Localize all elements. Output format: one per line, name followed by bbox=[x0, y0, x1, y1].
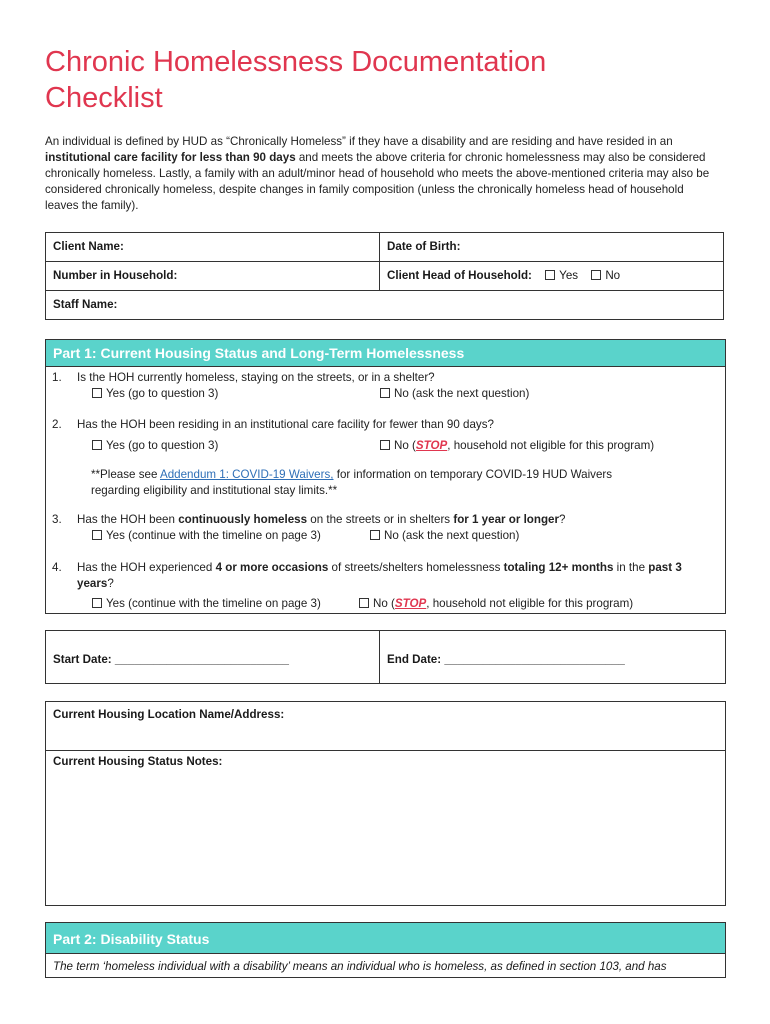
checkbox-icon[interactable] bbox=[92, 388, 102, 398]
q1-no-label: No (ask the next question) bbox=[394, 387, 530, 400]
question-text bbox=[77, 512, 707, 528]
q4-bold-c: past 3 years bbox=[77, 561, 682, 590]
checkbox-icon[interactable] bbox=[92, 598, 102, 608]
date-of-birth-field[interactable]: Date of Birth: bbox=[387, 240, 461, 253]
checkbox-icon[interactable] bbox=[92, 530, 102, 540]
hoh-no-option[interactable] bbox=[591, 269, 620, 282]
part1-section bbox=[45, 339, 726, 614]
end-date-field[interactable]: End Date: ____________________________ bbox=[387, 653, 625, 666]
question-number: 4. bbox=[52, 561, 62, 574]
addendum-link[interactable]: Addendum 1: COVID-19 Waivers, bbox=[159, 468, 334, 481]
title-line-2: Checklist bbox=[45, 82, 163, 114]
q3-no-label: No (ask the next question) bbox=[384, 529, 520, 542]
q4-bold-b: totaling 12+ months bbox=[503, 561, 614, 574]
part2-header: Part 2: Disability Status bbox=[46, 923, 725, 954]
stop-label: STOP bbox=[415, 439, 448, 452]
q3-text-a: Has the HOH been bbox=[77, 513, 179, 526]
covid-waiver-note-line2: regarding eligibility and institutional stay limits.** bbox=[91, 484, 338, 497]
hoh-no-label: No bbox=[605, 269, 621, 282]
checkbox-icon[interactable] bbox=[380, 440, 390, 450]
housing-notes-label: Current Housing Status Notes: bbox=[53, 755, 223, 768]
q4-bold-a: 4 or more occasions bbox=[215, 561, 329, 574]
part1-header: Part 1: Current Housing Status and Long-Term Homelessness bbox=[46, 340, 725, 367]
q3-text-c: ? bbox=[559, 513, 566, 526]
q3-yes-option[interactable] bbox=[92, 528, 321, 544]
checkbox-icon[interactable] bbox=[545, 270, 555, 280]
question-4 bbox=[46, 560, 716, 594]
q4-no-suffix: , household not eligible for this program) bbox=[426, 597, 634, 610]
client-info-table bbox=[45, 232, 724, 320]
intro-paragraph bbox=[45, 134, 720, 214]
housing-location-label: Current Housing Location Name/Address: bbox=[53, 708, 285, 721]
q1-yes-option[interactable] bbox=[92, 386, 218, 402]
head-of-household-field bbox=[380, 262, 723, 290]
q2-yes-label: Yes (go to question 3) bbox=[106, 439, 219, 452]
intro-text-1: An individual is defined by HUD as “Chronically Homeless” if they have a disability and are residing and have resided in an bbox=[45, 135, 673, 148]
q4-text-b: of streets/shelters homelessness bbox=[328, 561, 504, 574]
question-number: 3. bbox=[52, 513, 62, 526]
hoh-yes-label: Yes bbox=[559, 269, 579, 282]
q4-text-c: in the bbox=[613, 561, 649, 574]
q4-text-a: Has the HOH experienced bbox=[77, 561, 216, 574]
question-text: Has the HOH been residing in an institutional care facility for fewer than 90 days? bbox=[77, 418, 494, 431]
household-number-field[interactable]: Number in Household: bbox=[46, 262, 380, 290]
question-text: Is the HOH currently homeless, staying on the streets, or in a shelter? bbox=[77, 371, 435, 384]
dates-table bbox=[45, 630, 726, 684]
housing-info-table bbox=[45, 701, 726, 906]
q2-no-prefix: No ( bbox=[394, 439, 416, 452]
staff-name-field[interactable]: Staff Name: bbox=[53, 298, 118, 311]
q3-no-option[interactable] bbox=[370, 528, 519, 544]
q3-bold-a: continuously homeless bbox=[178, 513, 308, 526]
q4-yes-option[interactable] bbox=[92, 596, 321, 612]
checkbox-icon[interactable] bbox=[359, 598, 369, 608]
head-of-household-label: Client Head of Household: bbox=[387, 269, 532, 282]
q2-no-option[interactable] bbox=[380, 438, 654, 454]
q2-yes-option[interactable] bbox=[92, 438, 218, 454]
q3-text-b: on the streets or in shelters bbox=[307, 513, 454, 526]
q3-yes-label: Yes (continue with the timeline on page 3) bbox=[106, 529, 321, 542]
title-line-1: Chronic Homelessness Documentation bbox=[45, 46, 547, 78]
q1-yes-label: Yes (go to question 3) bbox=[106, 387, 219, 400]
q1-no-option[interactable] bbox=[380, 386, 529, 402]
checkbox-icon[interactable] bbox=[370, 530, 380, 540]
part2-definition: The term ‘homeless individual with a disability’ means an individual who is homeless, as defined in section 103, and has bbox=[53, 960, 667, 973]
checkbox-icon[interactable] bbox=[591, 270, 601, 280]
client-row-3 bbox=[46, 291, 723, 320]
note-suffix: for information on temporary COVID-19 HUD Waivers bbox=[333, 468, 613, 481]
client-row-1 bbox=[46, 233, 723, 262]
page-title bbox=[45, 44, 685, 116]
q4-no-prefix: No ( bbox=[373, 597, 395, 610]
q4-no-option[interactable] bbox=[359, 596, 633, 612]
checkbox-icon[interactable] bbox=[92, 440, 102, 450]
question-text bbox=[77, 560, 707, 592]
question-2 bbox=[46, 417, 716, 437]
part2-section bbox=[45, 922, 726, 978]
checkbox-icon[interactable] bbox=[380, 388, 390, 398]
hoh-yes-option[interactable] bbox=[545, 269, 578, 282]
covid-waiver-note bbox=[91, 467, 612, 483]
note-prefix: **Please see bbox=[91, 468, 160, 481]
stop-label: STOP bbox=[394, 597, 427, 610]
q4-text-d: ? bbox=[107, 577, 114, 590]
question-number: 2. bbox=[52, 418, 62, 431]
start-date-field[interactable]: Start Date: ___________________________ bbox=[46, 631, 380, 683]
q2-no-suffix: , household not eligible for this program) bbox=[447, 439, 655, 452]
client-name-field[interactable]: Client Name: bbox=[46, 233, 380, 261]
question-number: 1. bbox=[52, 371, 62, 384]
housing-location-row[interactable] bbox=[46, 702, 725, 751]
intro-text-2: and meets the above criteria for chronic homelessness may also be considered chronically homeless. Lastly, a family with an adult/minor head of household who meets the above-mentioned criteria may also be considered chronically homeless, despite changes in family composition (unless the chronically homeless head of household leaves the family). bbox=[45, 151, 710, 212]
q3-bold-b: for 1 year or longer bbox=[453, 513, 559, 526]
intro-bold: institutional care facility for less than 90 days bbox=[45, 151, 296, 164]
client-row-2 bbox=[46, 262, 723, 291]
q4-yes-label: Yes (continue with the timeline on page 3) bbox=[106, 597, 321, 610]
